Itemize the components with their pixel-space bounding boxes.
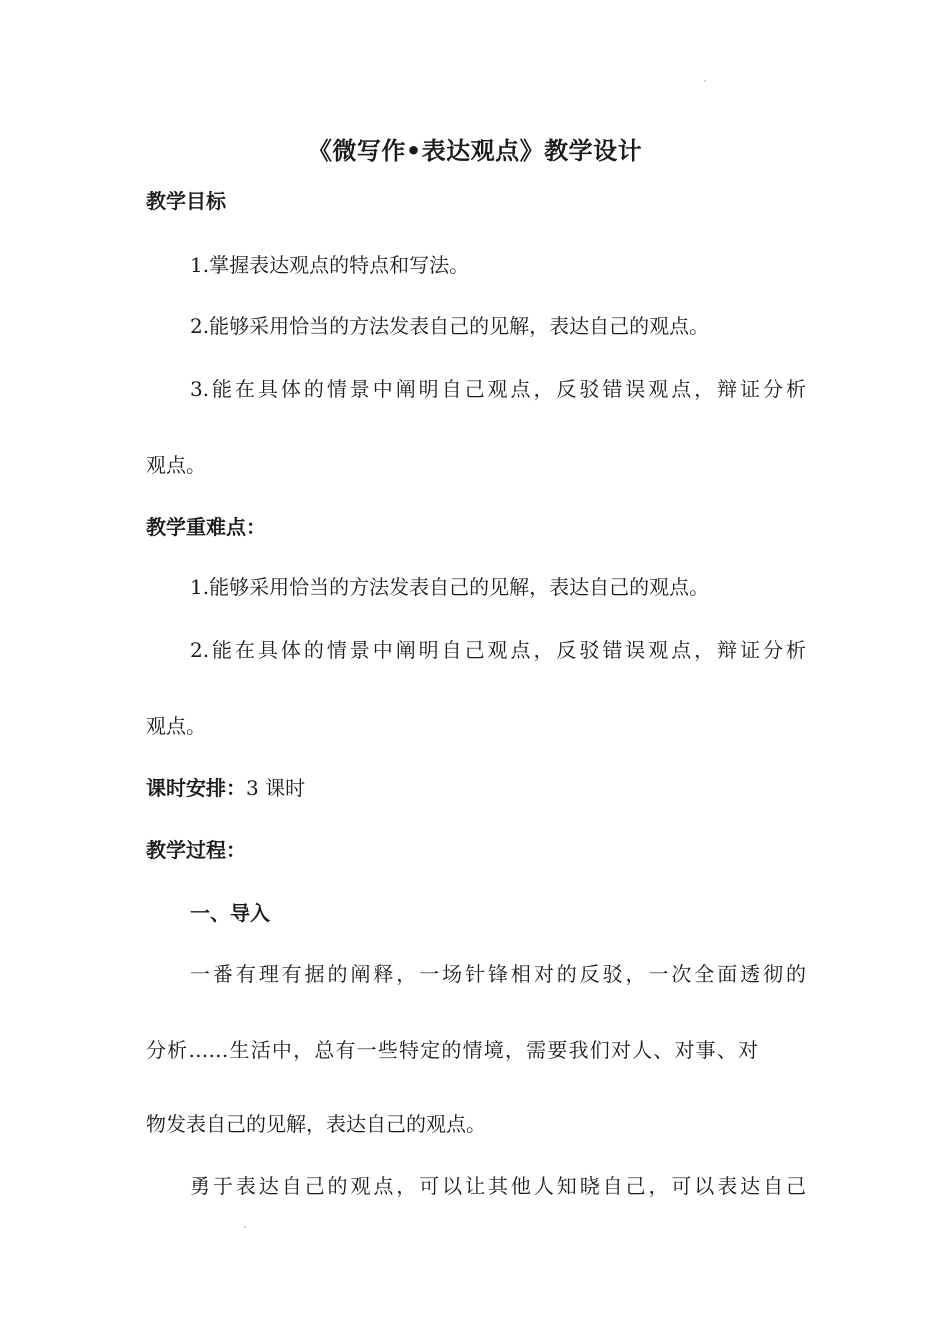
goals-heading: 教学目标 bbox=[146, 189, 226, 213]
process-heading: 教学过程： bbox=[146, 838, 246, 862]
scan-speck bbox=[244, 1226, 246, 1228]
key-point-item-2: 2.能在具体的情景中阐明自己观点，反驳错误观点，辩证分析 bbox=[190, 638, 806, 662]
goal-item-3-continued: 观点。 bbox=[146, 453, 206, 477]
paragraph1-line-1: 一番有理有据的阐释，一场针锋相对的反驳，一次全面透彻的 bbox=[190, 962, 806, 986]
step1-heading: 一、导入 bbox=[190, 901, 270, 925]
paragraph1-line-3: 物发表自己的见解，表达自己的观点。 bbox=[146, 1112, 486, 1136]
key-point-item-1: 1.能够采用恰当的方法发表自己的见解，表达自己的观点。 bbox=[190, 575, 710, 599]
key-points-heading: 教学重难点： bbox=[146, 515, 266, 539]
schedule-value: 3 课时 bbox=[246, 776, 306, 800]
schedule-line bbox=[146, 773, 305, 803]
paragraph1-line-2: 分析……生活中，总有一些特定的情境，需要我们对人、对事、对 bbox=[146, 1038, 758, 1062]
goal-item-2: 2.能够采用恰当的方法发表自己的见解，表达自己的观点。 bbox=[190, 314, 710, 338]
goal-item-1: 1.掌握表达观点的特点和写法。 bbox=[190, 253, 470, 277]
key-point-item-2-continued: 观点。 bbox=[146, 714, 206, 738]
scan-speck bbox=[704, 80, 706, 82]
goal-item-3: 3.能在具体的情景中阐明自己观点，反驳错误观点，辩证分析 bbox=[190, 377, 806, 401]
document-title: 《微写作•表达观点》教学设计 bbox=[307, 137, 643, 165]
paragraph2-line-1: 勇于表达自己的观点，可以让其他人知晓自己，可以表达自己 bbox=[190, 1174, 806, 1198]
schedule-heading: 课时安排： bbox=[146, 776, 246, 800]
